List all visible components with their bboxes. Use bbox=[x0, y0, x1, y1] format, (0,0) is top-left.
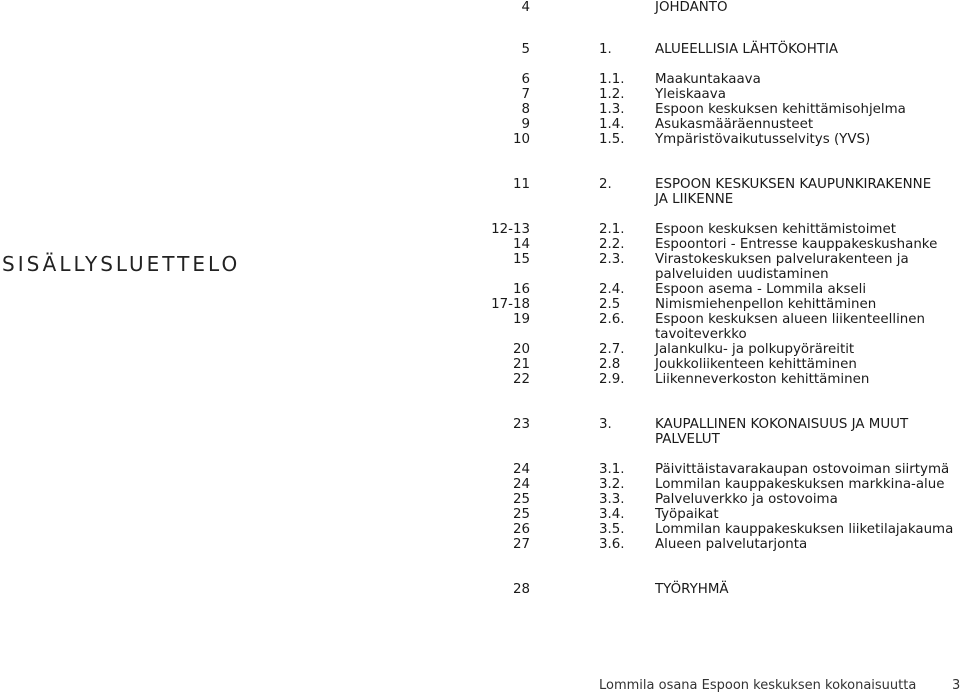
toc-section-number: 1.5. bbox=[599, 132, 625, 147]
toc-page-number: 15 bbox=[512, 252, 530, 267]
toc-page-number: 21 bbox=[512, 357, 530, 372]
toc-title-continuation: PALVELUT bbox=[655, 432, 720, 447]
toc-title-line: JOHDANTO bbox=[655, 0, 728, 15]
toc-page-number: 16 bbox=[512, 282, 530, 297]
toc-title bbox=[655, 312, 925, 342]
toc-title bbox=[655, 417, 908, 447]
toc-page-number: 9 bbox=[521, 117, 530, 132]
toc-page-number: 12-13 bbox=[491, 222, 530, 237]
toc-section-number: 2.4. bbox=[599, 282, 625, 297]
toc-title-line: Espoon keskuksen alueen liikenteellinen bbox=[655, 312, 925, 327]
toc-title bbox=[655, 252, 909, 282]
toc-section-number: 2.9. bbox=[599, 372, 625, 387]
toc-page-number: 4 bbox=[521, 0, 530, 15]
toc-title-continuation: tavoiteverkko bbox=[655, 327, 747, 342]
toc-title-line: Lommilan kauppakeskuksen markkina-alue bbox=[655, 477, 945, 492]
footer-page-number: 3 bbox=[952, 678, 960, 693]
toc-title-line: Maakuntakaava bbox=[655, 72, 761, 87]
toc-title-line: KAUPALLINEN KOKONAISUUS JA MUUT bbox=[655, 417, 909, 432]
toc-page-number: 22 bbox=[512, 372, 530, 387]
toc-title bbox=[655, 282, 866, 297]
toc-title bbox=[655, 537, 807, 552]
toc-title bbox=[655, 42, 838, 57]
toc-page-number: 27 bbox=[512, 537, 530, 552]
toc-title-line: Ympäristövaikutusselvitys (YVS) bbox=[655, 132, 871, 147]
toc-title bbox=[655, 492, 838, 507]
toc-title bbox=[655, 522, 953, 537]
toc-section-number: 3.3. bbox=[599, 492, 625, 507]
toc-section-number: 3.1. bbox=[599, 462, 625, 477]
toc-title-line: Espoon keskuksen kehittämisohjelma bbox=[655, 102, 906, 117]
toc-title-line: Lommilan kauppakeskuksen liiketilajakauma bbox=[655, 522, 954, 537]
toc-title-continuation: palveluiden uudistaminen bbox=[655, 267, 829, 282]
toc-section-number: 2. bbox=[599, 177, 612, 192]
toc-title bbox=[655, 357, 857, 372]
toc-page-number: 24 bbox=[512, 462, 530, 477]
toc-section-number: 2.8 bbox=[599, 357, 621, 372]
toc-section-number: 3.5. bbox=[599, 522, 625, 537]
toc-page-number: 14 bbox=[512, 237, 530, 252]
toc-section-number: 2.6. bbox=[599, 312, 625, 327]
toc-title-line: Espoon asema - Lommila akseli bbox=[655, 282, 867, 297]
toc-title bbox=[655, 132, 870, 147]
toc-section-number: 1.4. bbox=[599, 117, 625, 132]
toc-title bbox=[655, 342, 854, 357]
toc-section-number: 3. bbox=[599, 417, 612, 432]
toc-page-number: 10 bbox=[512, 132, 530, 147]
toc-title-line: Liikenneverkoston kehittäminen bbox=[655, 372, 870, 387]
toc-section-number: 2.5 bbox=[599, 297, 621, 312]
toc-title bbox=[655, 117, 813, 132]
toc-page-number: 20 bbox=[512, 342, 530, 357]
toc-title bbox=[655, 177, 931, 207]
toc-title bbox=[655, 72, 761, 87]
toc-heading: SISÄLLYSLUETTELO bbox=[2, 252, 241, 276]
toc-title-line: Työpaikat bbox=[655, 507, 719, 522]
toc-section-number: 2.3. bbox=[599, 252, 625, 267]
toc-section-number: 1.1. bbox=[599, 72, 625, 87]
toc-title-line: Alueen palvelutarjonta bbox=[655, 537, 808, 552]
toc-page-number: 24 bbox=[512, 477, 530, 492]
toc-section-number: 3.2. bbox=[599, 477, 625, 492]
toc-title bbox=[655, 0, 728, 15]
toc-title bbox=[655, 87, 726, 102]
toc-title bbox=[655, 102, 906, 117]
toc-title-line: Virastokeskuksen palvelurakenteen ja bbox=[655, 252, 909, 267]
toc-section-number: 3.6. bbox=[599, 537, 625, 552]
toc-title bbox=[655, 507, 719, 522]
toc-section-number: 1. bbox=[599, 42, 612, 57]
toc-page-number: 11 bbox=[512, 177, 530, 192]
toc-title-line: Espoontori - Entresse kauppakeskushanke bbox=[655, 237, 938, 252]
toc-section-number: 2.2. bbox=[599, 237, 625, 252]
toc-page-number: 19 bbox=[512, 312, 530, 327]
toc-title-continuation: JA LIIKENNE bbox=[655, 192, 734, 207]
toc-title-line: TYÖRYHMÄ bbox=[655, 582, 729, 597]
toc-page-number: 5 bbox=[521, 42, 530, 57]
toc-page-number: 23 bbox=[512, 417, 530, 432]
toc-title bbox=[655, 582, 729, 597]
toc-page-number: 8 bbox=[521, 102, 530, 117]
toc-section-number: 1.2. bbox=[599, 87, 625, 102]
toc-page-number: 17-18 bbox=[491, 297, 530, 312]
toc-title-line: ALUEELLISIA LÄHTÖKOHTIA bbox=[655, 42, 839, 57]
toc-title bbox=[655, 372, 869, 387]
toc-title bbox=[655, 462, 949, 477]
toc-title-line: Palveluverkko ja ostovoima bbox=[655, 492, 838, 507]
toc-section-number: 2.1. bbox=[599, 222, 625, 237]
toc-title bbox=[655, 297, 876, 312]
toc-page-number: 26 bbox=[512, 522, 530, 537]
toc-title-line: Espoon keskuksen kehittämistoimet bbox=[655, 222, 896, 237]
toc-title-line: Nimismiehenpellon kehittäminen bbox=[655, 297, 877, 312]
toc-title-line: ESPOON KESKUKSEN KAUPUNKIRAKENNE bbox=[655, 177, 932, 192]
toc-title-line: Päivittäistavarakaupan ostovoiman siirtymä bbox=[655, 462, 950, 477]
footer-text: Lommila osana Espoon keskuksen kokonaisuutta bbox=[599, 678, 917, 693]
toc-title-line: Asukasmääräennusteet bbox=[655, 117, 814, 132]
toc-title-line: Yleiskaava bbox=[655, 87, 726, 102]
toc-title-line: Jalankulku- ja polkupyöräreitit bbox=[655, 342, 855, 357]
toc-title bbox=[655, 477, 945, 492]
toc-page-number: 25 bbox=[512, 492, 530, 507]
toc-title bbox=[655, 222, 896, 237]
toc-section-number: 3.4. bbox=[599, 507, 625, 522]
toc-section-number: 2.7. bbox=[599, 342, 625, 357]
toc-page-number: 6 bbox=[521, 72, 530, 87]
toc-page-number: 7 bbox=[521, 87, 530, 102]
toc-section-number: 1.3. bbox=[599, 102, 625, 117]
toc-page-number: 25 bbox=[512, 507, 530, 522]
toc-page-number: 28 bbox=[512, 582, 530, 597]
toc-title-line: Joukkoliikenteen kehittäminen bbox=[655, 357, 857, 372]
toc-title bbox=[655, 237, 937, 252]
